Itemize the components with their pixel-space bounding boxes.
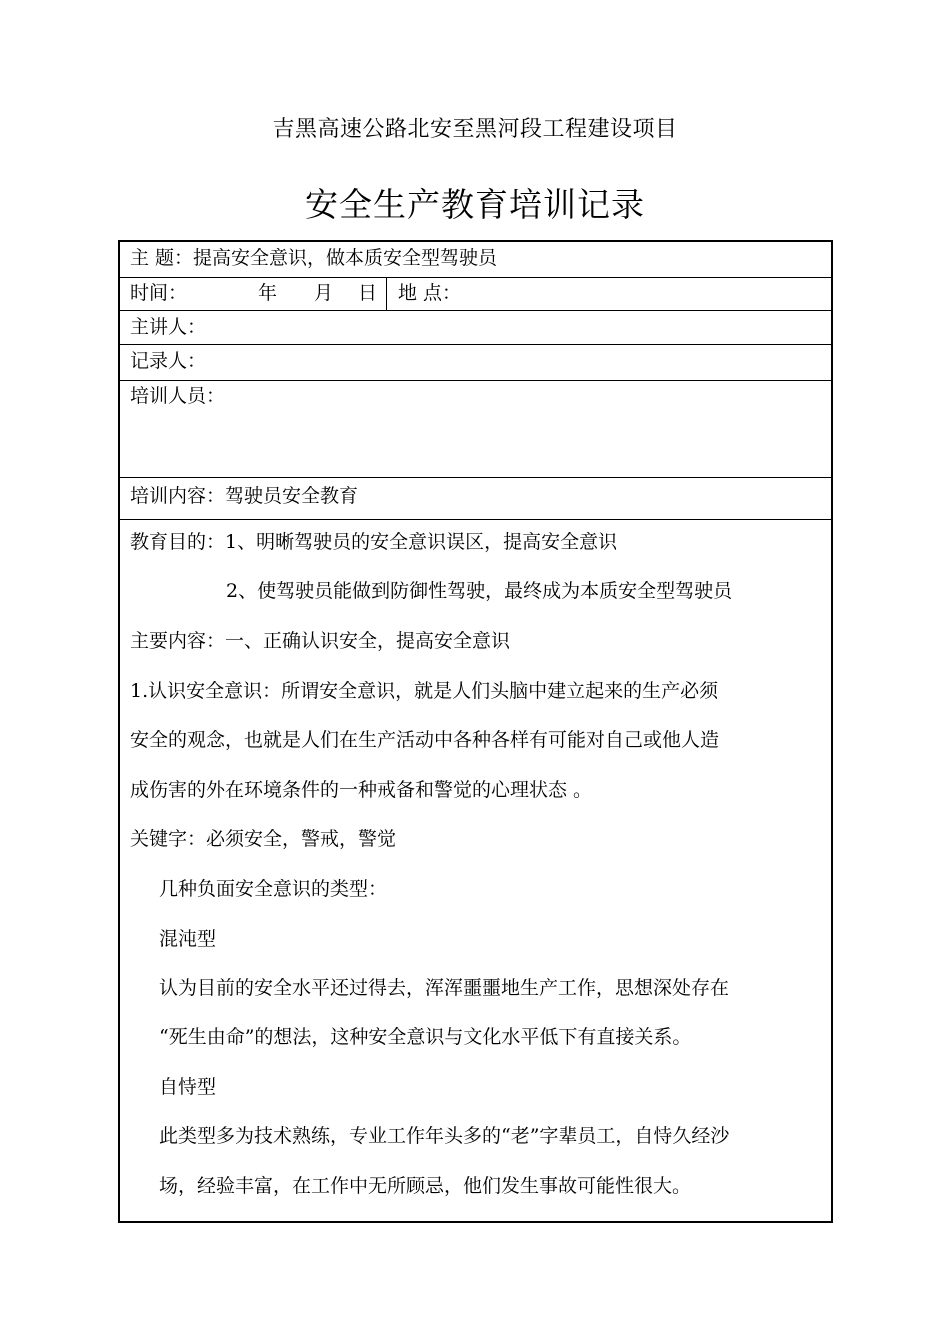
type-heading-chaos: 混沌型 xyxy=(159,928,217,950)
paragraph-line: “死生由命”的想法，这种安全意识与文化水平低下有直接关系。 xyxy=(159,1026,692,1048)
recorder-label: 记录人： xyxy=(130,350,207,372)
date-year-label: 年 xyxy=(258,282,278,304)
topic-text: 主 题：提高安全意识，做本质安全型驾驶员 xyxy=(130,247,498,269)
topic-row xyxy=(120,242,831,278)
paragraph-line: 场，经验丰富，在工作中无所顾忌，他们发生事故可能性很大。 xyxy=(159,1175,692,1197)
document-subtitle: 安全生产教育培训记录 xyxy=(305,185,645,224)
training-content-row xyxy=(120,478,831,520)
objective-line-1: 教育目的：1、明晰驾驶员的安全意识误区，提高安全意识 xyxy=(130,531,618,553)
location-label: 地 点： xyxy=(398,282,462,304)
type-heading-self-reliant: 自恃型 xyxy=(159,1076,217,1098)
time-location-row xyxy=(120,278,831,311)
training-record-table xyxy=(118,240,833,1223)
education-content xyxy=(130,520,823,1220)
paragraph-line: 安全的观念，也就是人们在生产活动中各种各样有可能对自己或他人造 xyxy=(130,729,720,751)
lecturer-label: 主讲人： xyxy=(130,316,207,338)
trainees-row xyxy=(120,381,831,478)
main-content-heading: 主要内容：一、正确认识安全，提高安全意识 xyxy=(130,630,511,652)
recorder-row xyxy=(120,345,831,381)
paragraph-line: 成伤害的外在环境条件的一种戒备和警觉的心理状态 。 xyxy=(130,779,593,801)
date-month-label: 月 xyxy=(314,282,334,304)
lecturer-row xyxy=(120,311,831,345)
objective-line-2: 2、使驾驶员能做到防御性驾驶，最终成为本质安全型驾驶员 xyxy=(226,580,733,602)
trainees-label: 培训人员： xyxy=(130,385,226,407)
negative-types-heading: 几种负面安全意识的类型： xyxy=(159,878,388,900)
time-location-divider xyxy=(386,278,387,310)
keywords-line: 关键字：必须安全，警戒，警觉 xyxy=(130,828,397,850)
date-day-label: 日 xyxy=(358,282,378,304)
paragraph-line: 1.认识安全意识：所谓安全意识，就是人们头脑中建立起来的生产必须 xyxy=(130,680,719,702)
paragraph-line: 此类型多为技术熟练，专业工作年头多的“老”字辈员工，自恃久经沙 xyxy=(159,1125,730,1147)
training-content-text: 培训内容：驾驶员安全教育 xyxy=(130,485,359,507)
time-label: 时间： xyxy=(130,282,188,304)
paragraph-line: 认为目前的安全水平还过得去，浑浑噩噩地生产工作，思想深处存在 xyxy=(159,977,730,999)
document-title: 吉黑高速公路北安至黑河段工程建设项目 xyxy=(272,117,678,142)
